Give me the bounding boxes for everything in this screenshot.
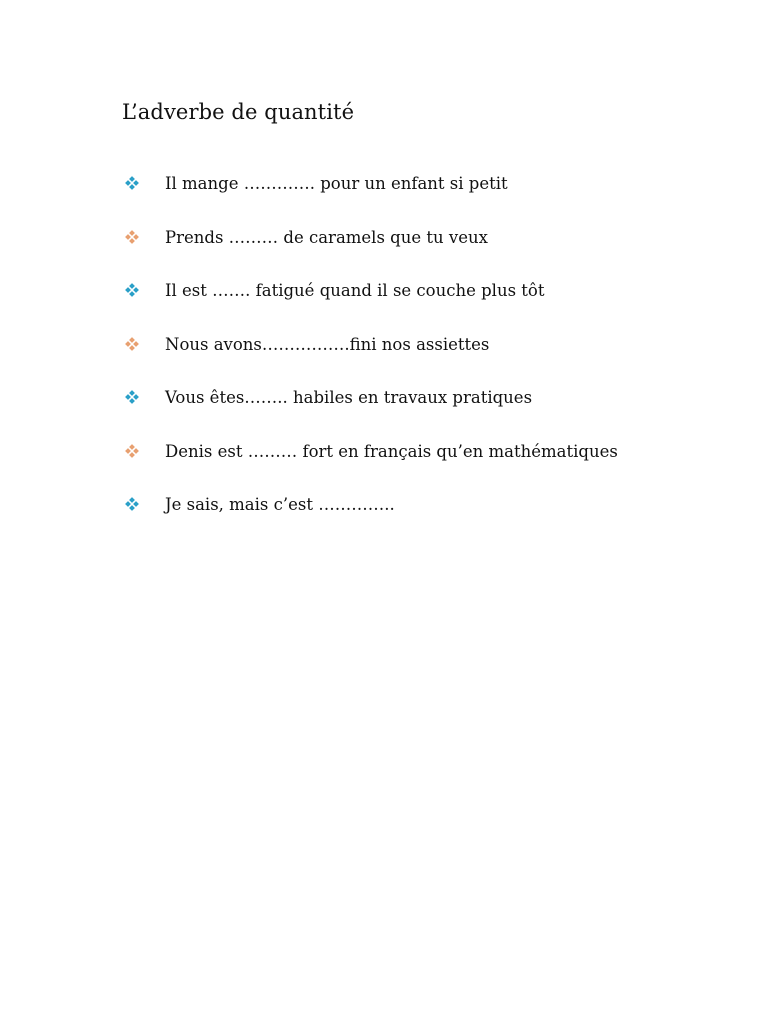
bullet-diamond <box>125 341 131 347</box>
bullet-diamond <box>129 291 135 297</box>
bullet-diamond <box>125 234 131 240</box>
list-item-text: Il est ……. fatigué quand il se couche plus tôt <box>165 281 545 300</box>
bullet-diamond <box>133 394 139 400</box>
bullet-diamond <box>133 180 139 186</box>
four-diamond-bullet-icon <box>125 230 139 244</box>
bullet-diamond <box>129 283 135 289</box>
list-item-text: Il mange …………. pour un enfant si petit <box>165 174 508 193</box>
four-diamond-bullet-icon <box>125 497 139 511</box>
bullet-diamond <box>133 341 139 347</box>
list-item <box>125 334 618 388</box>
bullet-diamond <box>129 238 135 244</box>
page-title: L’adverbe de quantité <box>122 100 355 124</box>
four-diamond-glyph <box>125 337 139 351</box>
four-diamond-glyph <box>125 390 139 404</box>
list-item-text: Denis est ……… fort en français qu’en mathématiques <box>165 441 618 461</box>
bullet-diamond <box>129 390 135 396</box>
bullet-diamond <box>129 230 135 236</box>
list-item <box>125 227 618 281</box>
four-diamond-bullet-icon <box>125 337 139 351</box>
bullet-diamond <box>129 505 135 511</box>
four-diamond-bullet-icon <box>125 444 139 458</box>
bullet-diamond <box>129 184 135 190</box>
bullet-diamond <box>133 287 139 293</box>
list-item-text: Je sais, mais c’est ………….. <box>165 495 395 514</box>
bullet-diamond <box>129 497 135 503</box>
bullet-diamond <box>133 234 139 240</box>
bullet-diamond <box>125 394 131 400</box>
bullet-diamond <box>125 448 131 454</box>
bullet-diamond <box>129 398 135 404</box>
four-diamond-glyph <box>125 497 139 511</box>
bullet-diamond <box>125 501 131 507</box>
exercise-list <box>125 173 618 548</box>
bullet-diamond <box>129 345 135 351</box>
bullet-diamond <box>125 180 131 186</box>
list-item <box>125 280 618 334</box>
bullet-diamond <box>129 452 135 458</box>
list-item-text: Prends ……… de caramels que tu veux <box>165 227 488 247</box>
four-diamond-bullet-icon <box>125 176 139 190</box>
bullet-diamond <box>125 287 131 293</box>
four-diamond-glyph <box>125 176 139 190</box>
four-diamond-bullet-icon <box>125 283 139 297</box>
four-diamond-bullet-icon <box>125 390 139 404</box>
list-item-text: Nous avons…………….fini nos assiettes <box>165 334 490 354</box>
list-item <box>125 494 618 548</box>
four-diamond-glyph <box>125 230 139 244</box>
bullet-diamond <box>129 444 135 450</box>
bullet-diamond <box>129 337 135 343</box>
bullet-diamond <box>133 501 139 507</box>
list-item <box>125 387 618 441</box>
bullet-diamond <box>129 176 135 182</box>
list-item-text: Vous êtes…….. habiles en travaux pratiques <box>165 388 533 407</box>
list-item <box>125 441 618 495</box>
list-item <box>125 173 618 227</box>
four-diamond-glyph <box>125 283 139 297</box>
four-diamond-glyph <box>125 444 139 458</box>
bullet-diamond <box>133 448 139 454</box>
